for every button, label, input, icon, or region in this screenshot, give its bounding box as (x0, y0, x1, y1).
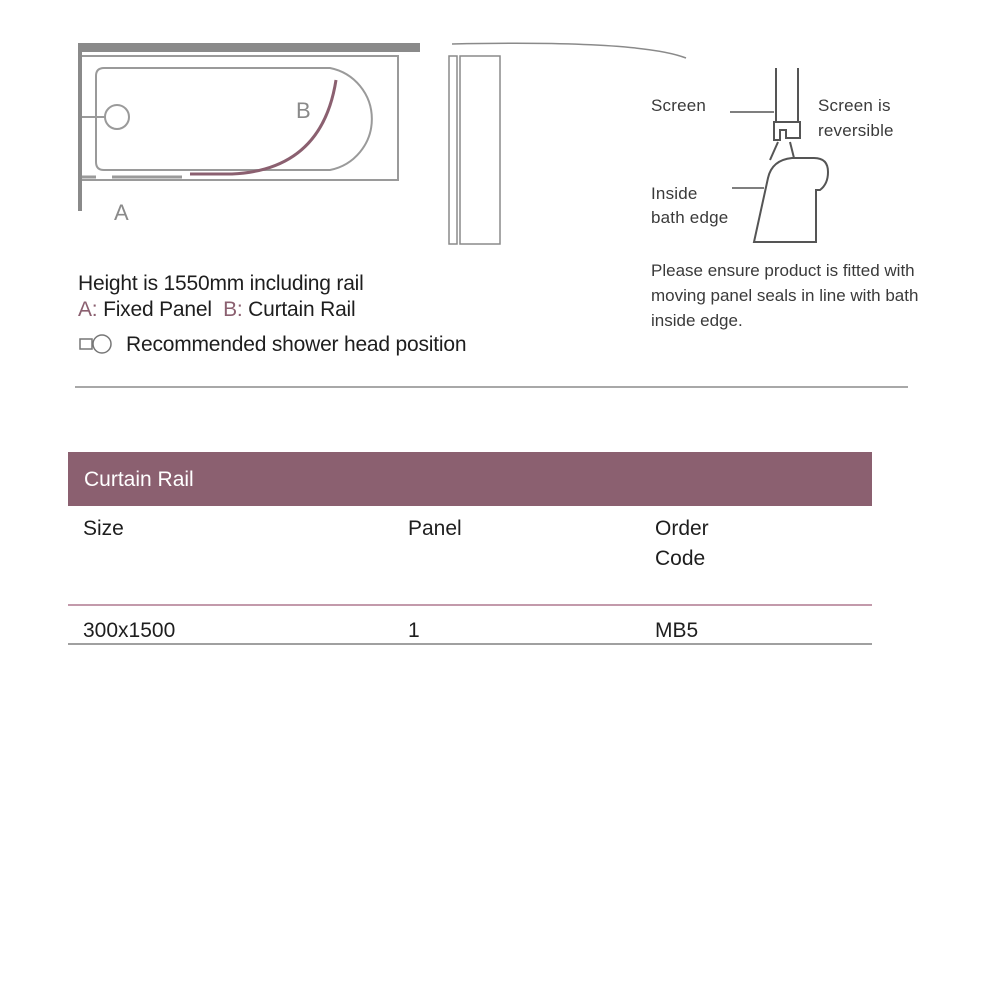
legend-line (78, 298, 355, 322)
shower-head-icon (105, 105, 129, 129)
legend-a-letter: A: (78, 298, 98, 321)
wall-top (80, 43, 420, 52)
header-order-code: Order Code (655, 517, 709, 570)
section-divider (75, 386, 908, 388)
seal-detail-diagram (720, 60, 850, 250)
header-rule (68, 604, 872, 606)
inside-edge-label-1: Inside (651, 184, 698, 203)
shower-head-legend (78, 333, 466, 357)
row-rule (68, 643, 872, 645)
screen-reversible-label-1: Screen is (818, 96, 891, 115)
screen-reversible-label-2: reversible (818, 121, 894, 140)
table-title-bar (68, 452, 872, 506)
header-size: Size (83, 517, 124, 540)
row-panel: 1 (408, 619, 420, 642)
header-panel: Panel (408, 517, 462, 540)
table-title: Curtain Rail (84, 468, 194, 491)
height-text: Height is 1550mm including rail (78, 272, 364, 295)
screen-label: Screen (651, 96, 707, 115)
panel-glass-outer (449, 56, 457, 244)
row-order-code: MB5 (655, 619, 699, 642)
legend-a-text: Fixed Panel (103, 298, 212, 321)
shower-head-text: Recommended shower head position (126, 333, 467, 356)
inside-edge-label-2: bath edge (651, 208, 729, 227)
wall-left (78, 43, 82, 211)
seal-profile (774, 122, 800, 140)
label-a: A (114, 200, 129, 225)
legend-b-letter: B: (223, 298, 243, 321)
legend-b-text: Curtain Rail (248, 298, 356, 321)
bath-tub-inner (96, 68, 372, 170)
shower-head-legend-icon (78, 333, 120, 355)
panel-glass-inner (460, 56, 500, 244)
row-size: 300x1500 (83, 619, 176, 642)
curtain-rail-b (190, 80, 336, 174)
bath-edge-profile (754, 158, 828, 242)
fitting-note: Please ensure product is fitted with moving panel seals in line with bath inside edge. (651, 261, 919, 330)
bath-plan-diagram (0, 0, 440, 240)
label-b: B (296, 98, 311, 123)
